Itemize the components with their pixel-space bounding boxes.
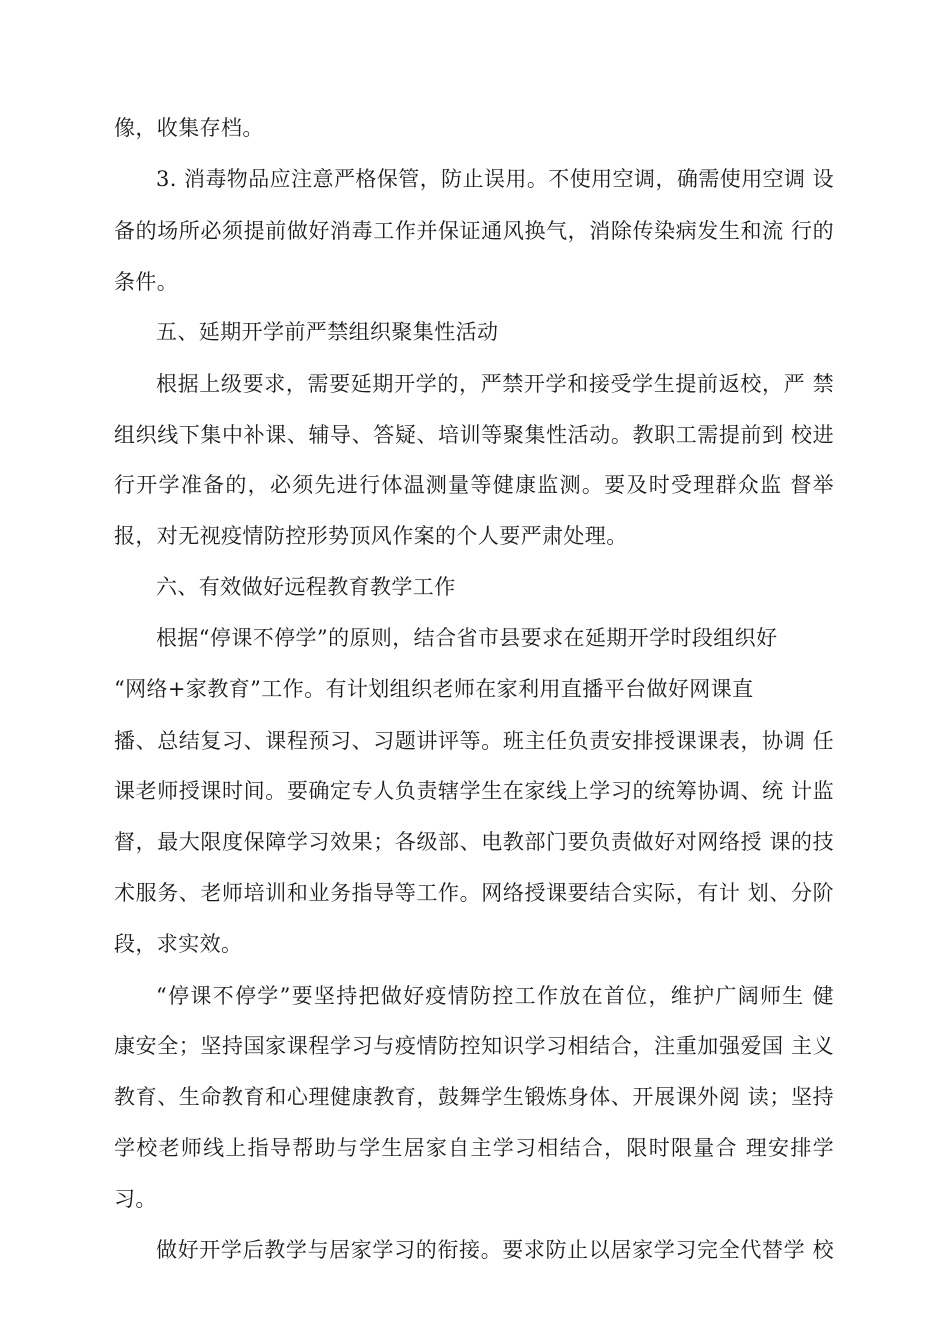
text-line: 术服务、老师培训和业务指导等工作。网络授课要结合实际，有计 划、分阶	[114, 881, 834, 905]
text-line: 根据上级要求，需要延期开学的，严禁开学和接受学生提前返校，严 禁	[156, 372, 834, 396]
text-line: 习。	[114, 1187, 157, 1211]
text-line: 督，最大限度保障学习效果；各级部、电教部门要负责做好对网络授 课的技	[114, 830, 834, 854]
text-line: 3. 消毒物品应注意严格保管，防止误用。不使用空调，确需使用空调 设	[156, 167, 834, 191]
text-line: 段，求实效。	[114, 932, 243, 956]
text-line: 备的场所必须提前做好消毒工作并保证通风换气，消除传染病发生和流 行的	[114, 219, 834, 243]
text-line: 组织线下集中补课、辅导、答疑、培训等聚集性活动。教职工需提前到 校进	[114, 423, 834, 447]
text-line: 课老师授课时间。要确定专人负责辖学生在家线上学习的统筹协调、统 计监	[114, 779, 834, 803]
section-heading: 五、延期开学前严禁组织聚集性活动	[156, 320, 499, 344]
text-line: 做好开学后教学与居家学习的衔接。要求防止以居家学习完全代替学 校	[156, 1238, 834, 1262]
text-line: 条件。	[114, 270, 179, 294]
text-line: 康安全；坚持国家课程学习与疫情防控知识学习相结合，注重加强爱国 主义	[114, 1034, 834, 1058]
text-line: 行开学准备的，必须先进行体温测量等健康监测。要及时受理群众监 督举	[114, 473, 834, 497]
text-line: 学校老师线上指导帮助与学生居家自主学习相结合，限时限量合 理安排学	[114, 1136, 834, 1160]
text-line: 教育、生命教育和心理健康教育，鼓舞学生锻炼身体、开展课外阅 读；坚持	[114, 1085, 834, 1109]
text-line: “停课不停学”要坚持把做好疫情防控工作放在首位，维护广阔师生 健	[156, 984, 834, 1008]
section-heading: 六、有效做好远程教育教学工作	[156, 575, 456, 599]
text-line: 播、总结复习、课程预习、习题讲评等。班主任负责安排授课课表，协调 任	[114, 729, 834, 753]
text-line: 报，对无视疫情防控形势顶风作案的个人要严肃处理。	[114, 524, 628, 548]
text-line: “网络+家教育”工作。有计划组织老师在家利用直播平台做好网课直	[114, 677, 754, 701]
text-line: 像，收集存档。	[114, 116, 264, 140]
text-line: 根据“停课不停学”的原则，结合省市县要求在延期开学时段组织好	[156, 626, 778, 650]
